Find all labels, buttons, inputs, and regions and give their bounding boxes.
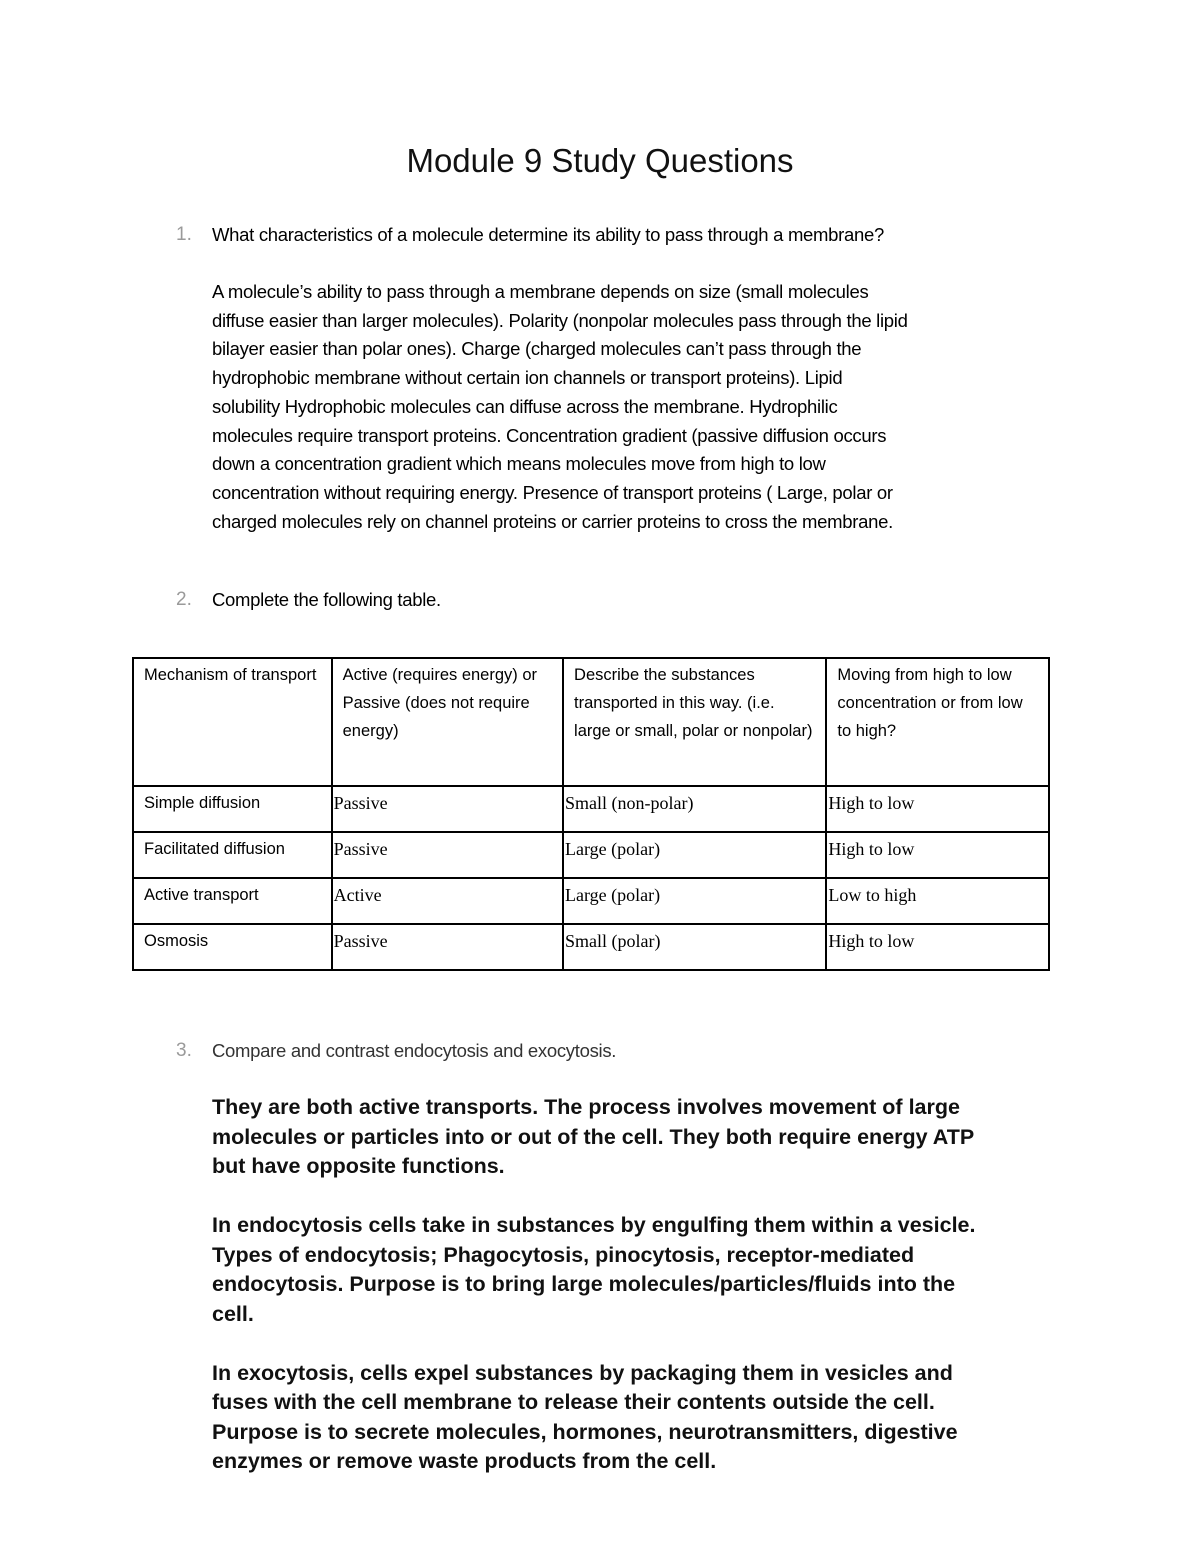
table-cell: Small (polar) bbox=[563, 924, 826, 970]
answer-line: enzymes or remove waste products from the cell. bbox=[212, 1449, 717, 1473]
table-cell: High to low bbox=[826, 924, 1049, 970]
answer-1 bbox=[212, 278, 908, 536]
question-2: Complete the following table. bbox=[212, 589, 441, 610]
answer-line: down a concentration gradient which means molecules move from high to low bbox=[212, 453, 826, 475]
table-header-cell: Mechanism of transport bbox=[133, 658, 332, 786]
table-row bbox=[133, 786, 1049, 832]
answer-line: fuses with the cell membrane to release their contents outside the cell. bbox=[212, 1390, 935, 1414]
answer-line: but have opposite functions. bbox=[212, 1154, 505, 1178]
answer-line: diffuse easier than larger molecules). Polarity (nonpolar molecules pass through the lipid bbox=[212, 309, 908, 331]
table-header-row bbox=[133, 658, 1049, 786]
table-header-cell: Active (requires energy) or Passive (does not require energy) bbox=[332, 658, 563, 786]
table-header-cell: Moving from high to low concentration or from low to high? bbox=[826, 658, 1049, 786]
answer-line: Types of endocytosis; Phagocytosis, pinocytosis, receptor-mediated bbox=[212, 1242, 915, 1267]
answer-line: charged molecules rely on channel proteins or carrier proteins to cross the membrane. bbox=[212, 510, 893, 532]
answer-line: bilayer easier than polar ones). Charge (charged molecules can’t pass through the bbox=[212, 338, 862, 360]
answer-line: A molecule’s ability to pass through a membrane depends on size (small molecules bbox=[212, 281, 869, 302]
question-number-1: 1. bbox=[176, 224, 192, 245]
answer-3 bbox=[212, 1093, 975, 1506]
question-number-3: 3. bbox=[176, 1040, 192, 1061]
table-row bbox=[133, 924, 1049, 970]
answer-line: endocytosis. Purpose is to bring large molecules/particles/fluids into the bbox=[212, 1272, 956, 1296]
table-cell: Simple diffusion bbox=[133, 786, 332, 832]
table-cell: Low to high bbox=[826, 878, 1049, 924]
table-row bbox=[133, 832, 1049, 878]
table-cell: Passive bbox=[332, 924, 563, 970]
table-cell: Active bbox=[332, 878, 563, 924]
answer-line: molecules require transport proteins. Concentration gradient (passive diffusion occurs bbox=[212, 424, 887, 446]
table-cell: Facilitated diffusion bbox=[133, 832, 332, 878]
table-row bbox=[133, 878, 1049, 924]
table-cell: Osmosis bbox=[133, 924, 332, 970]
table-cell: Small (non-polar) bbox=[563, 786, 826, 832]
answer-paragraph bbox=[212, 1359, 975, 1477]
table-cell: Passive bbox=[332, 832, 563, 878]
transport-table bbox=[132, 657, 1050, 971]
table-cell: Large (polar) bbox=[563, 832, 826, 878]
answer-paragraph bbox=[212, 1211, 975, 1329]
question-3: Compare and contrast endocytosis and exocytosis. bbox=[212, 1040, 617, 1061]
page-title: Module 9 Study Questions bbox=[406, 142, 794, 179]
answer-line: molecules or particles into or out of the cell. They both require energy ATP bbox=[212, 1124, 975, 1149]
answer-line: In exocytosis, cells expel substances by packaging them in vesicles and bbox=[212, 1360, 953, 1385]
answer-line: hydrophobic membrane without certain ion channels or transport proteins). Lipid bbox=[212, 367, 843, 389]
answer-line: In endocytosis cells take in substances by engulfing them within a vesicle. bbox=[212, 1213, 976, 1237]
table-cell: Passive bbox=[332, 786, 563, 832]
table-cell: Large (polar) bbox=[563, 878, 826, 924]
answer-line: solubility Hydrophobic molecules can diffuse across the membrane. Hydrophilic bbox=[212, 395, 838, 417]
answer-line: Purpose is to secrete molecules, hormones, neurotransmitters, digestive bbox=[212, 1419, 958, 1444]
answer-paragraph bbox=[212, 1093, 975, 1182]
table-cell: High to low bbox=[826, 832, 1049, 878]
answer-line: concentration without requiring energy. Presence of transport proteins ( Large, polar or bbox=[212, 481, 893, 503]
answer-line: cell. bbox=[212, 1301, 254, 1326]
table-cell: Active transport bbox=[133, 878, 332, 924]
table-cell: High to low bbox=[826, 786, 1049, 832]
answer-line: They are both active transports. The process involves movement of large bbox=[212, 1095, 960, 1119]
question-number-2: 2. bbox=[176, 589, 192, 610]
question-1: What characteristics of a molecule determine its ability to pass through a membrane? bbox=[212, 224, 884, 245]
table-header-cell: Describe the substances transported in this way. (i.e. large or small, polar or nonpolar) bbox=[563, 658, 826, 786]
